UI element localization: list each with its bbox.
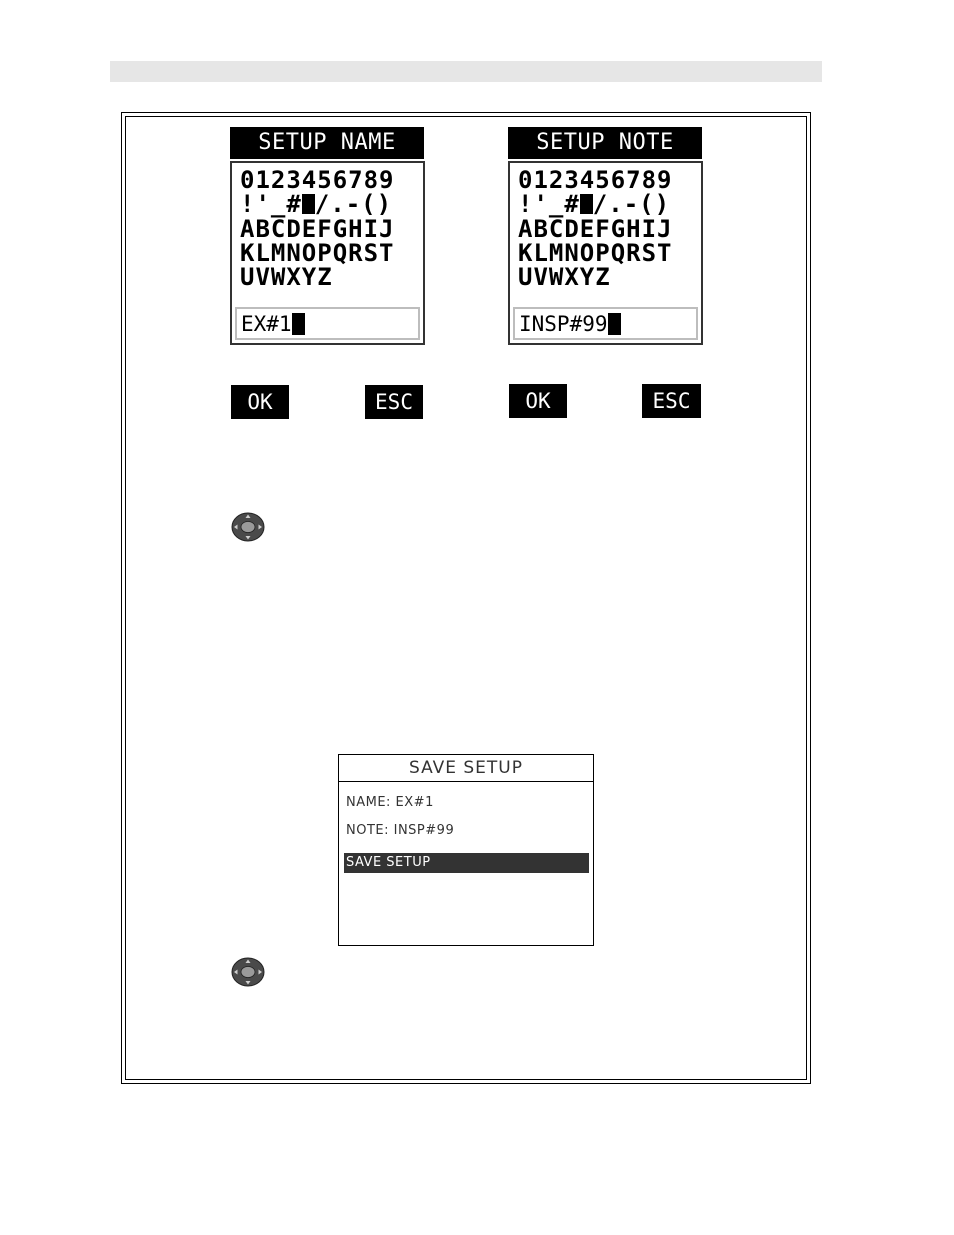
setup-name-title: SETUP NAME [230, 127, 424, 159]
save-setup-menu-item[interactable] [344, 853, 589, 873]
symbols-part-1[interactable]: !'_# [518, 190, 580, 218]
symbols-part-2[interactable]: /.-() [314, 190, 393, 218]
char-row-digits[interactable]: 0123456789 [518, 166, 673, 194]
save-setup-title: SAVE SETUP [339, 755, 593, 782]
save-setup-screen [338, 754, 594, 946]
save-setup-label: SAVE SETUP [346, 855, 431, 870]
char-row-symbols[interactable] [240, 192, 392, 216]
directional-keypad-icon [231, 512, 265, 542]
char-row-u-z[interactable]: UVWXYZ [518, 263, 611, 291]
entry-text: INSP#99 [519, 312, 608, 336]
setup-name-entry-field[interactable] [235, 307, 420, 340]
symbols-part-2[interactable]: /.-() [592, 190, 671, 218]
setup-note-entry-field[interactable] [513, 307, 698, 340]
text-cursor [608, 313, 621, 335]
ok-button[interactable]: OK [231, 385, 289, 419]
char-row-k-t[interactable]: KLMNOPQRST [518, 239, 673, 267]
selection-cursor [580, 194, 593, 214]
esc-button[interactable]: ESC [365, 385, 423, 419]
entry-text: EX#1 [241, 312, 292, 336]
esc-button[interactable]: ESC [642, 384, 701, 418]
symbols-part-1[interactable]: !'_# [240, 190, 302, 218]
ok-button[interactable]: OK [509, 384, 567, 418]
char-row-digits[interactable]: 0123456789 [240, 166, 395, 194]
setup-name-char-grid [230, 161, 425, 345]
selection-cursor [302, 194, 315, 214]
char-row-symbols[interactable] [518, 192, 670, 216]
name-readout: NAME: EX#1 [346, 795, 434, 810]
char-row-u-z[interactable]: UVWXYZ [240, 263, 333, 291]
char-row-a-j[interactable]: ABCDEFGHIJ [240, 215, 395, 243]
setup-note-title: SETUP NOTE [508, 127, 702, 159]
char-row-k-t[interactable]: KLMNOPQRST [240, 239, 395, 267]
char-row-a-j[interactable]: ABCDEFGHIJ [518, 215, 673, 243]
text-cursor [292, 313, 305, 335]
page-header-bar [110, 61, 822, 82]
note-readout: NOTE: INSP#99 [346, 823, 455, 838]
directional-keypad-icon [231, 957, 265, 987]
setup-note-char-grid [508, 161, 703, 345]
